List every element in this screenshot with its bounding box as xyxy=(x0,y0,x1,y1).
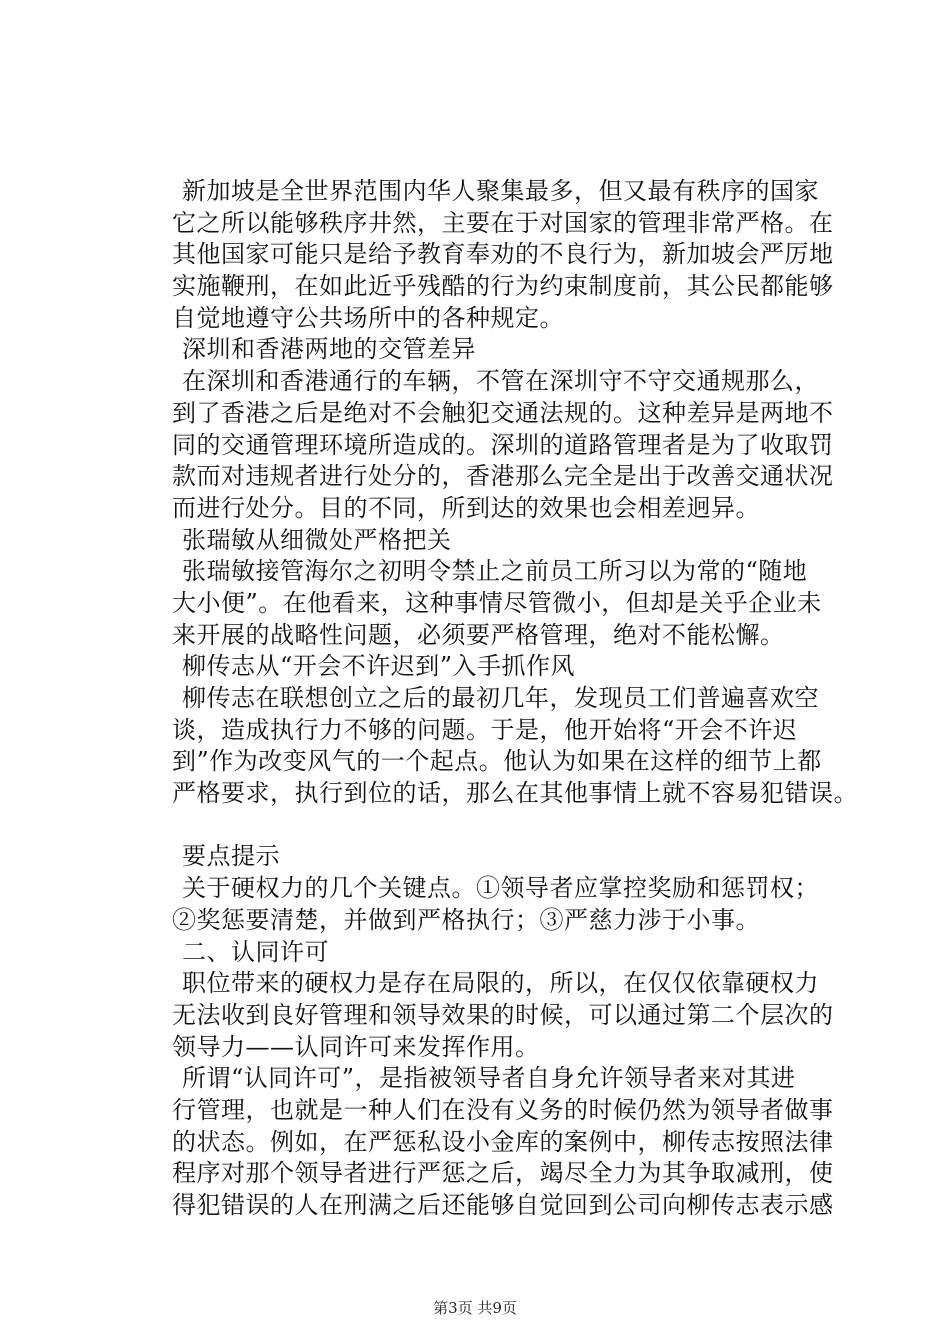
text-line: 它之所以能够秩序井然，主要在于对国家的管理非常严格。在 xyxy=(172,208,834,237)
text-line: 所谓“认同许可”，是指被领导者自身允许领导者来对其进 xyxy=(182,1064,796,1093)
text-line: 来开展的战略性问题，必须要严格管理，绝对不能松懈。 xyxy=(172,620,785,649)
document-body xyxy=(172,176,862,1222)
text-line: 领导力——认同许可来发挥作用。 xyxy=(172,1032,540,1061)
text-line: 款而对违规者进行处分的，香港那么完全是出于改善交通状况 xyxy=(172,462,834,491)
text-line: ②奖惩要清楚，并做到严格执行；③严慈力涉于小事。 xyxy=(172,905,760,934)
text-line: 无法收到良好管理和领导效果的时候，可以通过第二个层次的 xyxy=(172,1000,834,1029)
text-line: 自觉地遵守公共场所中的各种规定。 xyxy=(172,303,564,332)
section-heading: 二、认同许可 xyxy=(182,937,329,966)
text-line: 严格要求，执行到位的话，那么在其他事情上就不容易犯错误。 xyxy=(172,779,858,808)
text-line: 行管理，也就是一种人们在没有义务的时候仍然为领导者做事 xyxy=(172,1095,834,1124)
text-line: 得犯错误的人在刑满之后还能够自觉回到公司向柳传志表示感 xyxy=(172,1191,834,1219)
text-line: 到”作为改变风气的一个起点。他认为如果在这样的细节上都 xyxy=(172,747,822,776)
text-line: 职位带来的硬权力是存在局限的，所以，在仅仅依靠硬权力 xyxy=(182,969,819,998)
section-heading: 张瑞敏从细微处严格把关 xyxy=(182,525,452,554)
text-line: 谈，造成执行力不够的问题。于是，他开始将“开会不许迟 xyxy=(172,715,798,744)
text-line: 张瑞敏接管海尔之初明令禁止之前员工所习以为常的“随地 xyxy=(182,557,808,586)
text-line: 而进行处分。目的不同，所到达的效果也会相差迥异。 xyxy=(172,493,760,522)
section-heading: 要点提示 xyxy=(182,842,280,871)
text-line: 关于硬权力的几个关键点。①领导者应掌控奖励和惩罚权； xyxy=(182,874,819,903)
text-line: 到了香港之后是绝对不会触犯交通法规的。这种差异是两地不 xyxy=(172,398,834,427)
text-line: 程序对那个领导者进行严惩之后，竭尽全力为其争取减刑，使 xyxy=(172,1159,834,1188)
text-line: 同的交通管理环境所造成的。深圳的道路管理者是为了收取罚 xyxy=(172,430,834,459)
paragraph-gap xyxy=(172,810,862,842)
text-line: 其他国家可能只是给予教育奉劝的不良行为，新加坡会严厉地 xyxy=(172,240,834,269)
page-footer: 第3页 共9页 xyxy=(433,1299,517,1317)
text-line: 大小便”。在他看来，这种事情尽管微小，但却是关乎企业未 xyxy=(172,588,822,617)
text-line: 的状态。例如，在严惩私设小金库的案例中，柳传志按照法律 xyxy=(172,1127,834,1156)
section-heading: 柳传志从“开会不许迟到”入手抓作风 xyxy=(182,652,576,681)
text-line: 实施鞭刑，在如此近乎残酷的行为约束制度前，其公民都能够 xyxy=(172,272,834,301)
text-line: 柳传志在联想创立之后的最初几年，发现员工们普遍喜欢空 xyxy=(182,684,819,712)
section-heading: 深圳和香港两地的交管差异 xyxy=(182,335,476,364)
text-line: 在深圳和香港通行的车辆，不管在深圳守不守交通规那么， xyxy=(182,367,819,396)
text-line: 新加坡是全世界范围内华人聚集最多，但又最有秩序的国家 xyxy=(182,177,819,205)
